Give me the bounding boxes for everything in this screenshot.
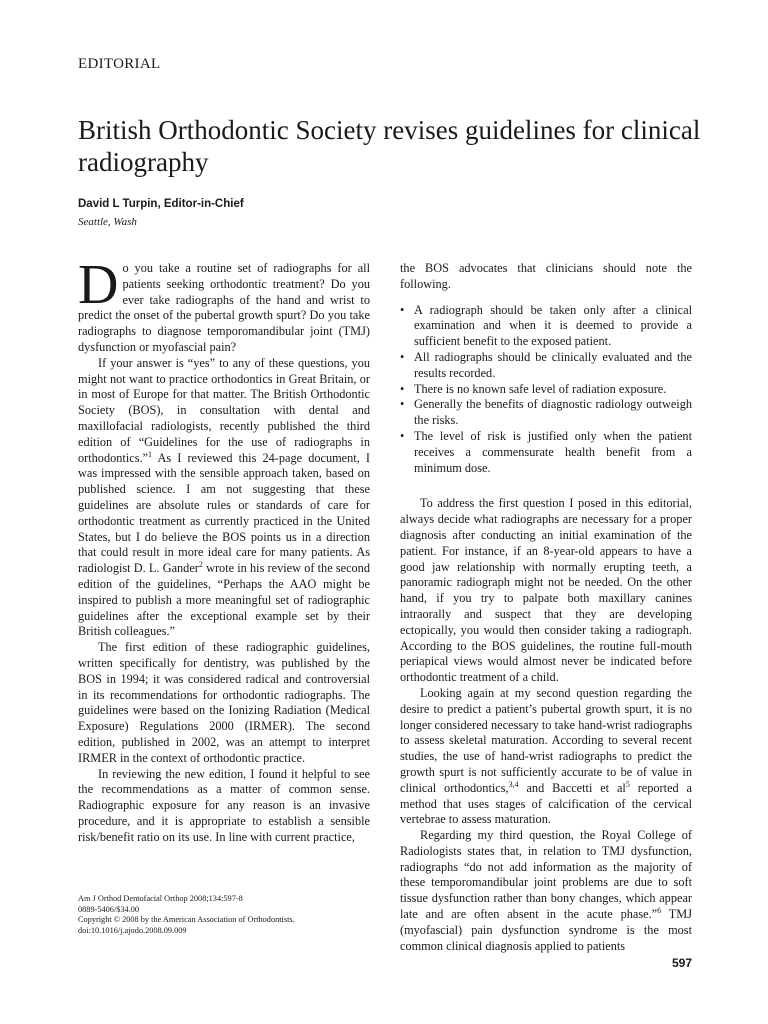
list-item: • A radiograph should be taken only after a clinical examination and when it is deemed to provide a sufficient benefit to the exposed patient. bbox=[400, 303, 692, 350]
paragraph-3: The first edition of these radiographic guidelines, written specifically for dentistry, was published by the BOS in 1994; it was considered radical and controversial in its recommendations for orthodontic radiographs. The guidelines were based on the Ionizing Radiation (Medical Exposure) Regulations 2000 (IRMER). The second edition, published in 2002, was an attempt to interpret IRMER in the context of orthodontic practice. bbox=[78, 640, 370, 765]
right-paragraph-1: the BOS advocates that clinicians should note the following. bbox=[400, 261, 692, 291]
right-paragraph-3 bbox=[400, 686, 692, 828]
footer-citation-block bbox=[78, 894, 378, 936]
issn-price: 0889-5406/$34.00 bbox=[78, 904, 140, 914]
citation-ref: 6 bbox=[657, 905, 662, 915]
paragraph-2-text-b: As I reviewed this 24-page document, I was impressed with the sensible approach taken, based on published science. I am not suggesting that these guidelines are absolute rules or standards of care for orthodontic treatment as currently practiced in the United States, but I do believe the BOS points us in a direction that could result in more ideal care for many patients. As radiologist D. L. Gander bbox=[78, 450, 370, 576]
right-paragraph-3-text-b: and Baccetti et al bbox=[518, 780, 626, 795]
paragraph-1 bbox=[78, 254, 370, 356]
right-paragraph-4-text-b: TMJ (myofascial) pain dysfunction syndrome is the most common clinical diagnosis applied to patients bbox=[400, 907, 692, 953]
citation-ref: 5 bbox=[625, 779, 630, 789]
author-affiliation: Seattle, Wash bbox=[78, 216, 137, 228]
right-paragraph-3-text-a: Looking again at my second question regarding the desire to predict a patient’s pubertal growth spurt, it is no longer considered necessary to take hand-wrist radiographs to assess skeletal maturation. According to several recent studies, the use of hand-wrist radiographs to predict the growth spurt is not sufficiently accurate to be of value in clinical orthodontics, bbox=[400, 685, 692, 795]
paragraph-2 bbox=[78, 356, 370, 640]
journal-citation: Am J Orthod Dentofacial Orthop 2008;134:597-8 bbox=[78, 894, 243, 903]
right-paragraph-3-text-c: reported a method that uses stages of calcification of the cervical vertebrae to assess maturation. bbox=[400, 780, 692, 827]
list-item: • There is no known safe level of radiation exposure. bbox=[400, 382, 692, 398]
citation-ref: 1 bbox=[148, 449, 153, 459]
right-paragraph-4-text-a: Regarding my third question, the Royal College of Radiologists states that, in relation to TMJ dysfunction, radiographs “do not add information as the majority of these temporomandibular joint problems are due to soft tissue dysfunction rather than bony changes, which appear late and are often absent in the acute phase.” bbox=[400, 828, 692, 922]
right-paragraph-2: To address the first question I posed in this editorial, always decide what radiographs are necessary for a proper diagnosis after conducting an initial examination of the patient. For instance, if an 8-year-old appears to have a good jaw relationship with normally erupting teeth, a panoramic radiograph might not be needed. On the other hand, if you try to palpate both maxillary canines intraorally and suspect that they are developing ectopically, you would then consider taking a radiograph. According to the BOS guidelines, the routine full-mouth periapical views would almost never be indicated before orthodontic treatment of a child. bbox=[400, 496, 692, 685]
paragraph-1-text: o you take a routine set of radiographs for all patients seeking orthodontic treatment? Do you ever take radiographs of the hand and wrist to predict the onset of the pubertal growth spurt? Do you take radiographs to diagnose temporomandibular joint (TMJ) dysfunction or myofascial pain? bbox=[78, 261, 370, 354]
paragraph-2-text-c: wrote in his review of the second edition of the guidelines, “Perhaps the AAO might be inspired to publish a more meaningful set of radiographic guidelines after the exceptional example set by their British colleagues.” bbox=[78, 561, 370, 639]
page-number: 597 bbox=[671, 956, 692, 970]
article-title: British Orthodontic Society revises guidelines for clinical radiography bbox=[78, 115, 701, 177]
right-paragraph-4 bbox=[400, 828, 692, 954]
drop-cap: D bbox=[78, 254, 119, 316]
paragraph-4: In reviewing the new edition, I found it helpful to see the recommendations as a matter of common sense. Radiographic exposure for any reason is an invasive procedure, and it is appropriate to establish a sensible risk/benefit ratio on its use. In line with current practice, bbox=[78, 766, 370, 844]
list-item: • The level of risk is justified only when the patient receives a commensurate health benefit from a minimum dose. bbox=[400, 429, 692, 476]
copyright-line: Copyright © 2008 by the American Association of Orthodontists. bbox=[78, 915, 295, 924]
guideline-list bbox=[400, 303, 692, 477]
section-label: EDITORIAL bbox=[78, 56, 161, 72]
left-column bbox=[78, 254, 370, 845]
doi-line: doi:10.1016/j.ajodo.2008.09.009 bbox=[78, 925, 187, 935]
author-line: David L Turpin, Editor-in-Chief bbox=[78, 198, 244, 210]
list-item: • All radiographs should be clinically evaluated and the results recorded. bbox=[400, 350, 692, 382]
paragraph-2-text-a: If your answer is “yes” to any of these questions, you might not want to practice orthodontics in Great Britain, or in most of Europe for that matter. The British Orthodontic Society (BOS), in consultation with dental and maxillofacial radiologists, recently published the third edition of “Guidelines for the use of radiographs in orthodontics.” bbox=[78, 355, 370, 465]
list-item: • Generally the benefits of diagnostic radiology outweigh the risks. bbox=[400, 397, 692, 429]
right-column bbox=[400, 261, 692, 954]
citation-ref: 2 bbox=[198, 560, 203, 570]
citation-ref: 3,4 bbox=[508, 779, 519, 789]
